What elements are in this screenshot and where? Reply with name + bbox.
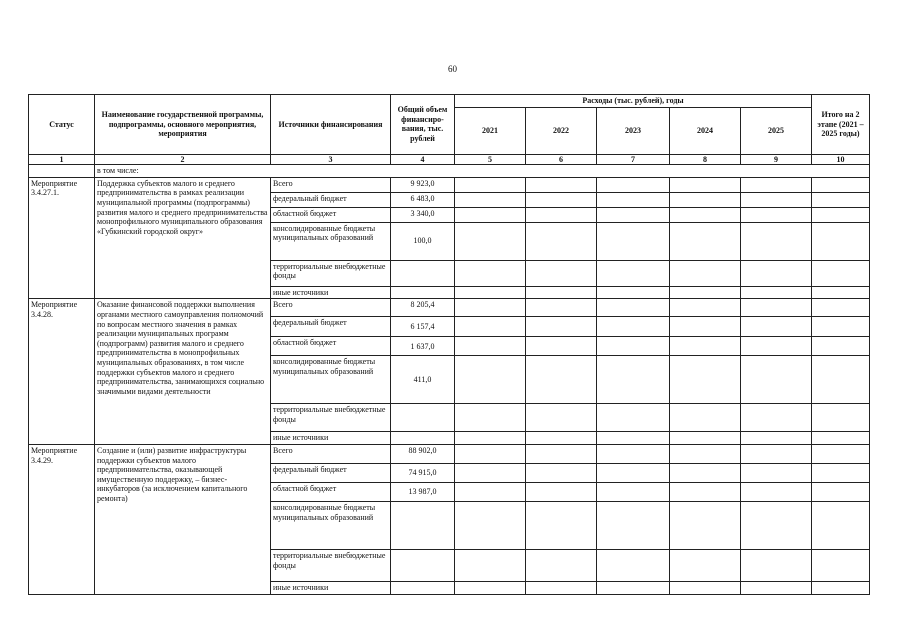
funding-source: территориальные внебюджетные фонды (271, 260, 391, 286)
header-sources: Источники финансирования (271, 95, 391, 155)
funding-source: иные источники (271, 581, 391, 594)
header-year: 2023 (597, 107, 670, 154)
header-year: 2024 (670, 107, 741, 154)
measure-name: Создание и (или) развитие инфраструктуры поддержки субъектов малого предпринимательства, оказывающей имущественную поддержку, – бизнес-инкубаторов (за исключением капитального ремонта) (95, 444, 271, 594)
measure-name: Поддержка субъектов малого и среднего предпринимательства в рамках реализации муниципальной программы (подпрограммы) развития малого и среднего предпринимательства монопрофильного муниципального образования «Губкинский городской округ» (95, 177, 271, 299)
funding-total: 6 157,4 (391, 317, 455, 337)
funding-total: 88 902,0 (391, 444, 455, 463)
funding-total (391, 581, 455, 594)
header-stage-total: Итого на 2 этапе (2021 – 2025 годы) (812, 95, 870, 155)
funding-total: 100,0 (391, 222, 455, 260)
column-number: 1 (29, 154, 95, 165)
funding-total: 9 923,0 (391, 177, 455, 192)
header-total: Общий объем финансиро-вания, тыс. рублей (391, 95, 455, 155)
including-row (29, 165, 870, 178)
funding-total (391, 549, 455, 581)
funding-source: областной бюджет (271, 207, 391, 222)
funding-source: областной бюджет (271, 482, 391, 501)
funding-total: 8 205,4 (391, 299, 455, 317)
column-number: 10 (812, 154, 870, 165)
funding-total (391, 432, 455, 445)
funding-total: 6 483,0 (391, 192, 455, 207)
funding-source: иные источники (271, 286, 391, 299)
funding-source: территориальные внебюджетные фонды (271, 549, 391, 581)
budget-table (28, 94, 870, 595)
header-expenses: Расходы (тыс. рублей), годы (455, 95, 812, 108)
header-year: 2025 (741, 107, 812, 154)
measure-status: Мероприятие 3.4.29. (29, 444, 95, 594)
funding-source: федеральный бюджет (271, 317, 391, 337)
header-year: 2021 (455, 107, 526, 154)
column-number: 6 (526, 154, 597, 165)
column-numbers-row (29, 154, 870, 165)
funding-source: федеральный бюджет (271, 463, 391, 482)
table-row (29, 444, 870, 463)
funding-total: 74 915,0 (391, 463, 455, 482)
including-label: в том числе: (95, 165, 870, 178)
funding-source: территориальные внебюджетные фонды (271, 404, 391, 432)
funding-source: Всего (271, 177, 391, 192)
funding-source: федеральный бюджет (271, 192, 391, 207)
funding-source: областной бюджет (271, 337, 391, 356)
column-number: 7 (597, 154, 670, 165)
table-row (29, 299, 870, 317)
measure-status: Мероприятие 3.4.27.1. (29, 177, 95, 299)
table-row (29, 177, 870, 192)
funding-total: 1 637,0 (391, 337, 455, 356)
funding-total (391, 286, 455, 299)
funding-total: 13 987,0 (391, 482, 455, 501)
header-name: Наименование государственной программы, подпрограммы, основного мероприятия, мероприятия (95, 95, 271, 155)
funding-total (391, 404, 455, 432)
funding-source: консолидированные бюджеты муниципальных образований (271, 501, 391, 549)
funding-total: 411,0 (391, 356, 455, 404)
funding-source: консолидированные бюджеты муниципальных образований (271, 356, 391, 404)
column-number: 9 (741, 154, 812, 165)
column-number: 8 (670, 154, 741, 165)
column-number: 2 (95, 154, 271, 165)
column-number: 5 (455, 154, 526, 165)
funding-total (391, 501, 455, 549)
funding-total: 3 340,0 (391, 207, 455, 222)
funding-source: Всего (271, 444, 391, 463)
header-year: 2022 (526, 107, 597, 154)
funding-source: иные источники (271, 432, 391, 445)
funding-source: Всего (271, 299, 391, 317)
measure-name: Оказание финансовой поддержки выполнения органами местного самоуправления полномочий по вопросам местного значения в рамках реализации муниципальных программ (подпрограмм) развития малого и среднего предпринимательства в монопрофильных муниципальных образованиях, в том числе поддержки субъектов малого и среднего предпринимательства, занимающихся социально значимыми видами деятельности (95, 299, 271, 445)
funding-total (391, 260, 455, 286)
measure-status: Мероприятие 3.4.28. (29, 299, 95, 445)
column-number: 4 (391, 154, 455, 165)
header-status: Статус (29, 95, 95, 155)
column-number: 3 (271, 154, 391, 165)
funding-source: консолидированные бюджеты муниципальных образований (271, 222, 391, 260)
page-number: 60 (448, 64, 457, 74)
